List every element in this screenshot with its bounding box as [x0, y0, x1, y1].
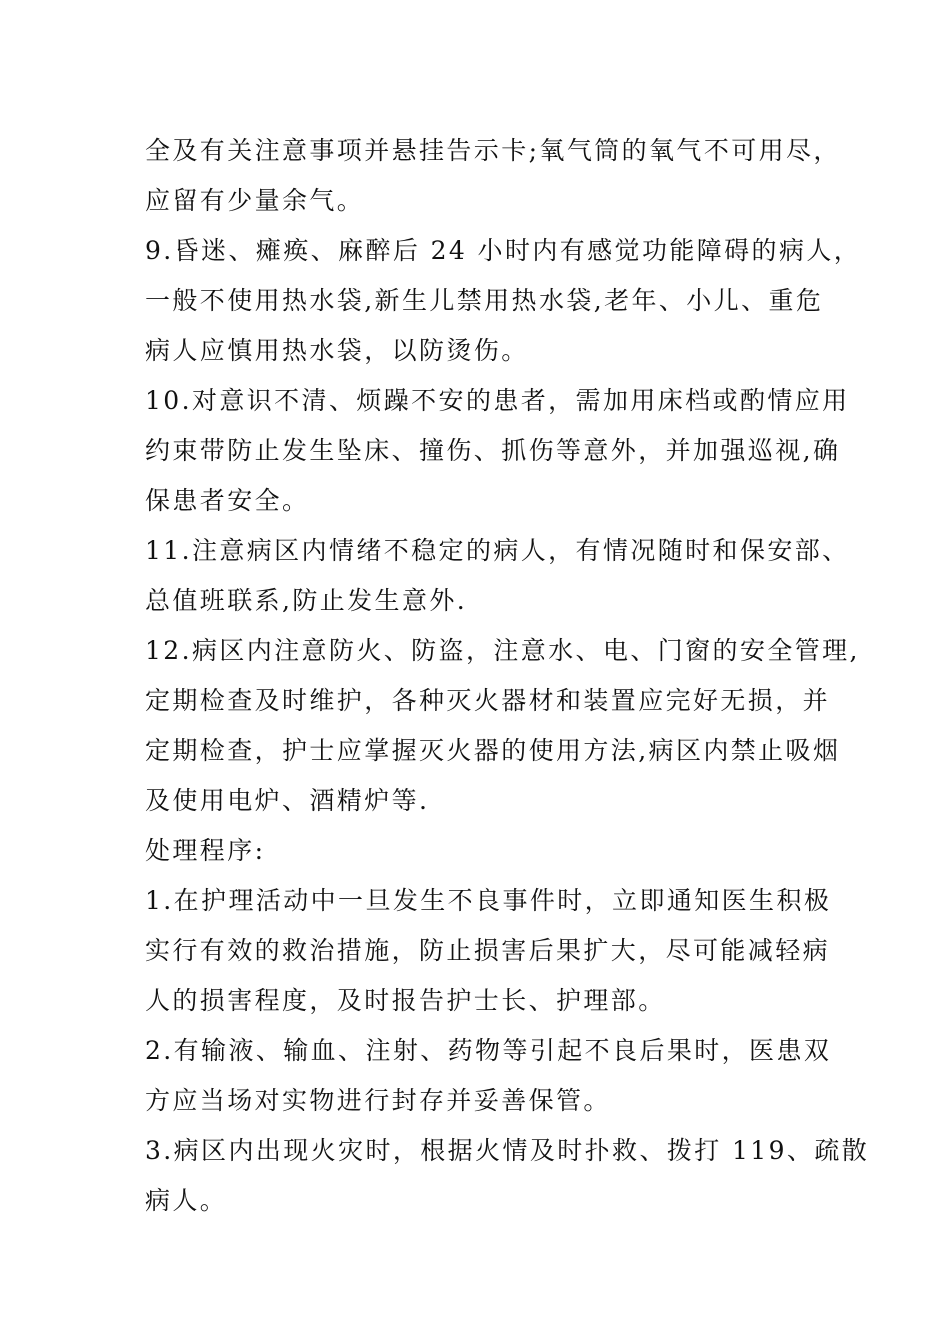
text-line: 病人应慎用热水袋，以防烫伤。: [145, 336, 529, 365]
text-line: 10.对意识不清、烦躁不安的患者，需加用床档或酌情应用: [145, 386, 850, 415]
text-line: 定期检查，护士应掌握灭火器的使用方法,病区内禁止吸烟: [145, 736, 841, 765]
text-line: 9.昏迷、瘫痪、麻醉后 24 小时内有感觉功能障碍的病人，: [145, 236, 862, 265]
text-line: 及使用电炉、酒精炉等.: [145, 786, 430, 815]
document-body: [145, 126, 870, 1226]
text-line: 定期检查及时维护，各种灭火器材和装置应完好无损，并: [145, 686, 831, 715]
text-line: 一般不使用热水袋,新生儿禁用热水袋,老年、小儿、重危: [145, 286, 824, 315]
text-line: 人的损害程度，及时报告护士长、护理部。: [145, 986, 666, 1015]
text-line: 11.注意病区内情绪不稳定的病人，有情况随时和保安部、: [145, 536, 850, 565]
text-line: 1.在护理活动中一旦发生不良事件时，立即通知医生积极: [145, 886, 832, 915]
text-line: 实行有效的救治措施，防止损害后果扩大，尽可能减轻病: [145, 936, 831, 965]
text-line: 12.病区内注意防火、防盗，注意水、电、门窗的安全管理,: [145, 636, 860, 665]
text-line: 病人。: [145, 1186, 228, 1215]
text-line: 总值班联系,防止发生意外.: [145, 586, 468, 615]
text-line: 保患者安全。: [145, 486, 310, 515]
text-line: 应留有少量余气。: [145, 186, 365, 215]
section-heading: 处理程序:: [145, 836, 266, 865]
text-line: 2.有输液、输血、注射、药物等引起不良后果时，医患双: [145, 1036, 832, 1065]
text-line: 全及有关注意事项并悬挂告示卡;氧气筒的氧气不可用尽，: [145, 136, 841, 165]
text-line: 方应当场对实物进行封存并妥善保管。: [145, 1086, 611, 1115]
text-line: 约束带防止发生坠床、撞伤、抓伤等意外，并加强巡视,确: [145, 436, 841, 465]
text-line: 3.病区内出现火灾时，根据火情及时扑救、拨打 119、疏散: [145, 1136, 870, 1165]
